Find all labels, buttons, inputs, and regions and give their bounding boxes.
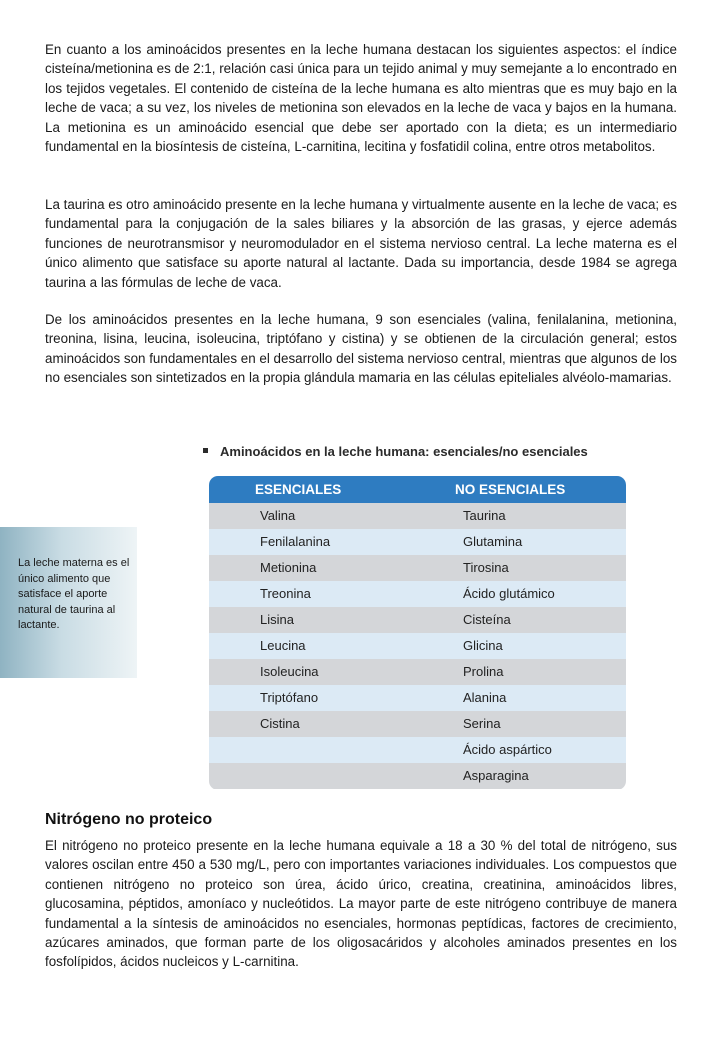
paragraph-taurine: La taurina es otro aminoácido presente en la leche humana y virtualmente ausente en la leche de vaca; es fundamental para la conjugación de la sales biliares y la absorción de las grasas, y ejerce además funciones de neurotransmisor y neuromodulador en el sistema nervioso central. La leche materna es el único alimento que satisface su aporte natural al lactante. Dada su importancia, desde 1984 se agrega taurina a las fórmulas de leche de vaca. <box>45 197 677 290</box>
amino-acids-table <box>209 476 626 790</box>
cell-non-essential: Serina <box>463 716 501 731</box>
cell-non-essential: Prolina <box>463 664 504 679</box>
table-row <box>209 737 626 763</box>
table-row <box>209 581 626 607</box>
cell-essential: Lisina <box>260 612 294 627</box>
table-row <box>209 659 626 685</box>
cell-essential: Triptófano <box>260 690 319 705</box>
table-row <box>209 529 626 555</box>
cell-essential: Cistina <box>260 716 300 731</box>
table-caption-text: Aminoácidos en la leche humana: esenciales/no esenciales <box>220 444 588 459</box>
cell-non-essential: Alanina <box>463 690 507 705</box>
cell-essential: Leucina <box>260 638 306 653</box>
table-body <box>209 503 626 789</box>
cell-non-essential: Glicina <box>463 638 503 653</box>
table-caption <box>203 444 588 459</box>
cell-essential: Isoleucina <box>260 664 319 679</box>
cell-non-essential: Ácido aspártico <box>463 742 552 757</box>
header-essential: ESENCIALES <box>255 482 342 497</box>
cell-non-essential: Cisteína <box>463 612 511 627</box>
paragraph-essential-amino-acids: De los aminoácidos presentes en la leche humana, 9 son esenciales (valina, fenilalanina, metionina, treonina, lisina, leucina, isoleucina, triptófano y cistina) y se obtienen de la circulación general; estos aminoácidos son fundamentales en el desarrollo del sistema nervioso central, mientras que algunos de los no esenciales son sintetizados en la propia glándula mamaria en las células epiteliales alvéolo-mamarias. <box>45 312 677 386</box>
cell-non-essential: Taurina <box>463 508 506 523</box>
cell-essential: Fenilalanina <box>260 534 331 549</box>
sidebar-quote-text: La leche materna es el único alimento que satisface el aporte natural de taurina al lactante. <box>18 557 130 631</box>
cell-non-essential: Glutamina <box>463 534 523 549</box>
cell-non-essential: Ácido glutámico <box>463 586 555 601</box>
cell-essential: Valina <box>260 508 296 523</box>
section-heading: Nitrógeno no proteico <box>45 811 213 828</box>
table-row <box>209 711 626 737</box>
sidebar-callout <box>0 527 137 678</box>
table-row <box>209 633 626 659</box>
table-row <box>209 555 626 581</box>
header-non-essential: NO ESENCIALES <box>455 482 566 497</box>
cell-non-essential: Asparagina <box>463 768 529 783</box>
table-row <box>209 607 626 633</box>
table-header-row <box>209 476 626 503</box>
cell-essential: Metionina <box>260 560 317 575</box>
cell-non-essential: Tirosina <box>463 560 509 575</box>
table-row <box>209 685 626 711</box>
paragraph-non-protein-nitrogen: El nitrógeno no proteico presente en la leche humana equivale a 18 a 30 % del total de nitrógeno, sus valores oscilan entre 450 a 530 mg/L, pero con importantes variaciones individuales. Los compuestos que contienen nitrógeno no proteico son úrea, ácido úrico, creatina, creatinina, aminoácidos libres, glucosamina, péptidos, amoníaco y nucleótidos. La mayor parte de este nitrógeno contribuye de manera fundamental a la síntesis de aminoácidos no esenciales, hormonas peptídicas, factores de crecimiento, azúcares aminados, que forman parte de los oligosacáridos y alcoholes aminados presentes en los fosfolípidos, ácidos nucleicos y L-carnitina. <box>45 838 677 970</box>
paragraph-cysteine-methionine: En cuanto a los aminoácidos presentes en la leche humana destacan los siguientes aspectos: el índice cisteína/metionina es de 2:1, relación casi única para un tejido animal y muy semejante a lo encontrado en los tejidos vegetales. El contenido de cisteína de la leche humana es alto mientras que es muy bajo en la leche de vaca; a su vez, los niveles de metionina son elevados en la leche de vaca y bajos en la humana. La metionina es un aminoácido esencial que debe ser aportado con la dieta; es un intermediario fundamental en la biosíntesis de cisteína, L-carnitina, lecitina y fosfatidil colina, entre otros metabolitos. <box>45 42 677 155</box>
cell-essential: Treonina <box>260 586 311 601</box>
table-row <box>209 763 626 789</box>
table-row <box>209 503 626 529</box>
square-bullet-icon <box>203 448 208 453</box>
